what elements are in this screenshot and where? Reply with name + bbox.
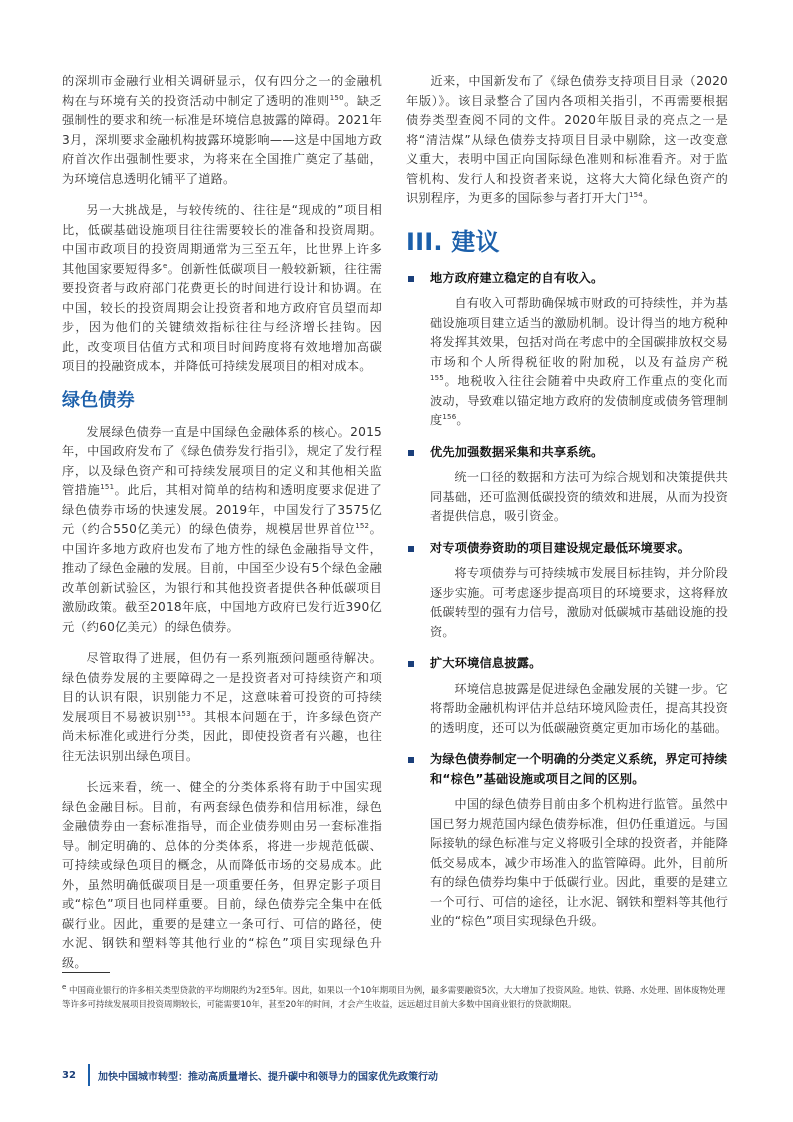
footnote-ref[interactable]: 156 <box>442 412 457 421</box>
paragraph: 的深圳市金融行业相关调研显示，仅有四分之一的金融机构在与环境有关的投资活动中制定了透明的准则$^{150}$。缺乏强制性的要求和统一标准是环境信息披露的障碍。2021年3月，深圳要求金融机构披露环境影响——这是中国地方政府首次作出强制性要求，为将来在全国推广奠定了基础，为环境信息透明化铺平了道路。 <box>62 74 383 186</box>
paragraph: 尽管取得了进展，但仍有一系列瓶颈问题亟待解决。绿色债券发展的主要障碍之一是投资者对可持续资产和项目的认识有限，识别能力不足，这意味着可投资的可持续发展项目不易被识别$^{153}$。其根本问题在于，许多绿色资产尚未标准化或进行分类，因此，即使投资者有兴趣，也往往无法识别出绿色项目。 <box>62 651 382 763</box>
recommendation-item <box>406 443 728 527</box>
left-column <box>62 72 382 985</box>
green-bonds-heading: 绿色债券 <box>62 389 135 411</box>
recommendation-body: 将专项债券与可持续城市发展目标挂钩，并分阶段逐步实施。可考虑逐步提高项目的环境要求，这将释放低碳转型的强有力信号，激励对低碳城市基础设施的投资。 <box>430 566 728 639</box>
square-bullet-icon <box>408 757 414 763</box>
footnote-marker: e <box>62 983 67 992</box>
recommendation-title: 地方政府建立稳定的自有收入。 <box>430 270 604 285</box>
section-heading: III. 建议 <box>406 227 500 256</box>
recommendation-item <box>406 654 728 738</box>
report-title: 加快中国城市转型：推动高质量增长、提升碳中和领导力的国家优先政策行动 <box>98 1071 438 1083</box>
recommendation-title: 优先加强数据采集和共享系统。 <box>430 444 604 459</box>
recommendation-title: 扩大环境信息披露。 <box>430 656 542 670</box>
footnote-ref[interactable]: 151 <box>100 482 115 491</box>
footer-divider <box>88 1064 90 1086</box>
paragraph: 另一大挑战是，与较传统的、往往是“现成的”项目相比，低碳基础设施项目往往需要较长的准备和投资周期。中国市政项目的投资周期通常为三至五年，比世界上许多其他国家要短得多$^e$。创新性低碳项目一般较新颖，往往需要投资者与政府部门花费更长的时间进行设计和协调。在中国，较长的投资周期会让投资者和地方政府官员望而却步，因为他们的关键绩效指标往往与经济增长挂钩。因此，改变项目估值方式和项目时间跨度将有效地增加高碳项目的投融资成本，并降低可持续发展项目的相对成本。 <box>62 203 382 373</box>
footnote-ref[interactable]: 152 <box>355 521 370 530</box>
recommendation-body: 中国的绿色债券目前由多个机构进行监管。虽然中国已努力规范国内绿色债券标准，但仍任重道远。与国际接轨的绿色标准与定义将吸引全球的投资者，并能降低交易成本，减少市场准入的监管障碍。此外，目前所有的绿色债券均集中于低碳行业。因此，重要的是建立一个可行、可信的途径，让水泥、钢铁和塑料等其他行业的“棕色”项目实现绿色升级。 <box>430 797 728 928</box>
right-column <box>406 72 728 944</box>
square-bullet-icon <box>408 276 414 282</box>
footnote-divider <box>62 972 110 973</box>
recommendation-body: 环境信息披露是促进绿色金融发展的关键一步。它将帮助金融机构评估并总结环境风险责任，提高其投资的透明度，还可以为低碳融资奠定更加市场化的基础。 <box>430 681 728 735</box>
paragraph: 长远来看，统一、健全的分类体系将有助于中国实现绿色金融目标。目前，有两套绿色债券和信用标准，绿色金融债券由一套标准指导，而企业债券则由另一套标准指导。制定明确的、总体的分类体系，将进一步规范低碳、可持续或绿色项目的概念，从而降低市场的交易成本。此外，虽然明确低碳项目是一项重要任务，但界定影子项目或“棕色”项目也同样重要。目前，绿色债券完全集中在低碳行业。因此，重要的是建立一条可行、可信的路径，使水泥、钢铁和塑料等其他行业的“棕色”项目实现绿色升级。 <box>62 780 382 970</box>
paragraph: 近来，中国新发布了《绿色债券支持项目目录（2020年版）》。该目录整合了国内各项相关指引，不再需要根据债券类型查阅不同的文件。2020年版目录的亮点之一是将“清洁煤”从绿色债券支持项目目录中剔除，这一改变意义重大，表明中国正向国际绿色准则和标准看齐。对于监管机构、发行人和投资者来说，这将大大简化绿色资产的识别程序，为更多的国际参与者打开大门$^{154}$。 <box>406 74 728 205</box>
page-footer <box>62 1064 438 1086</box>
recommendation-item <box>406 269 728 431</box>
recommendation-item <box>406 539 728 643</box>
footnote: $^e$ 中国商业银行的许多相关类型贷款的平均期限约为2至5年。因此，如果以一个10年期项目为例，最多需要融资5次，大大增加了投资风险。地铁、铁路、水处理、固体废物处理等许多可持续发展项目投资周期较长，可能需要10年，甚至20年的时间，才会产生收益，远远超过目前大多数中国商业银行的贷款期限。 <box>62 983 726 1010</box>
square-bullet-icon <box>408 546 414 552</box>
recommendation-body: 自有收入可帮助确保城市财政的可持续性，并为基础设施项目建立适当的激励机制。设计得当的地方税种将发挥其效果，包括对尚在考虑中的全国碳排放权交易市场和个人所得税征收的附加税，以及有益房产税$^{155}$。地税收入往往会随着中央政府工作重点的变化而波动，导致难以锚定地方政府的发债制度或债务管理制度$^{156}$。 <box>430 296 728 427</box>
recommendation-item <box>406 750 728 932</box>
footnote-ref[interactable]: e <box>162 261 168 270</box>
square-bullet-icon <box>408 661 414 667</box>
page-number: 32 <box>62 1069 76 1081</box>
square-bullet-icon <box>408 450 414 456</box>
paragraph: 发展绿色债券一直是中国绿色金融体系的核心。2015年，中国政府发布了《绿色债券发行指引》，规定了发行程序，以及绿色资产和可持续发展项目的定义和其他相关监管措施$^{151}$。此后，其相对简单的结构和透明度要求促进了绿色债券市场的快速发展。2019年，中国发行了3575亿元（约合550亿美元）的绿色债券，规模居世界首位$^{152}$。中国许多地方政府也发布了地方性的绿色金融指导文件，推动了绿色金融的发展。目前，中国至少设有5个绿色金融改革创新试验区，为银行和其他投资者提供各种低碳项目激励政策。截至2018年底，中国地方政府已发行近390亿元（约60亿美元）的绿色债券。 <box>62 424 383 634</box>
recommendation-body: 统一口径的数据和方法可为综合规划和决策提供共同基础，还可监测低碳投资的绩效和进展，从而为投资者提供信息，吸引资金。 <box>430 470 728 523</box>
recommendation-title: 为绿色债券制定一个明确的分类定义系统，界定可持续和“棕色”基础设施或项目之间的区别。 <box>430 752 728 786</box>
recommendation-title: 对专项债券资助的项目建设规定最低环境要求。 <box>430 540 691 555</box>
footnote-ref[interactable]: 153 <box>176 709 191 718</box>
footnote-ref[interactable]: 154 <box>628 190 643 199</box>
footnote-ref[interactable]: 150 <box>329 93 344 102</box>
footnote-ref[interactable]: 155 <box>430 373 444 382</box>
